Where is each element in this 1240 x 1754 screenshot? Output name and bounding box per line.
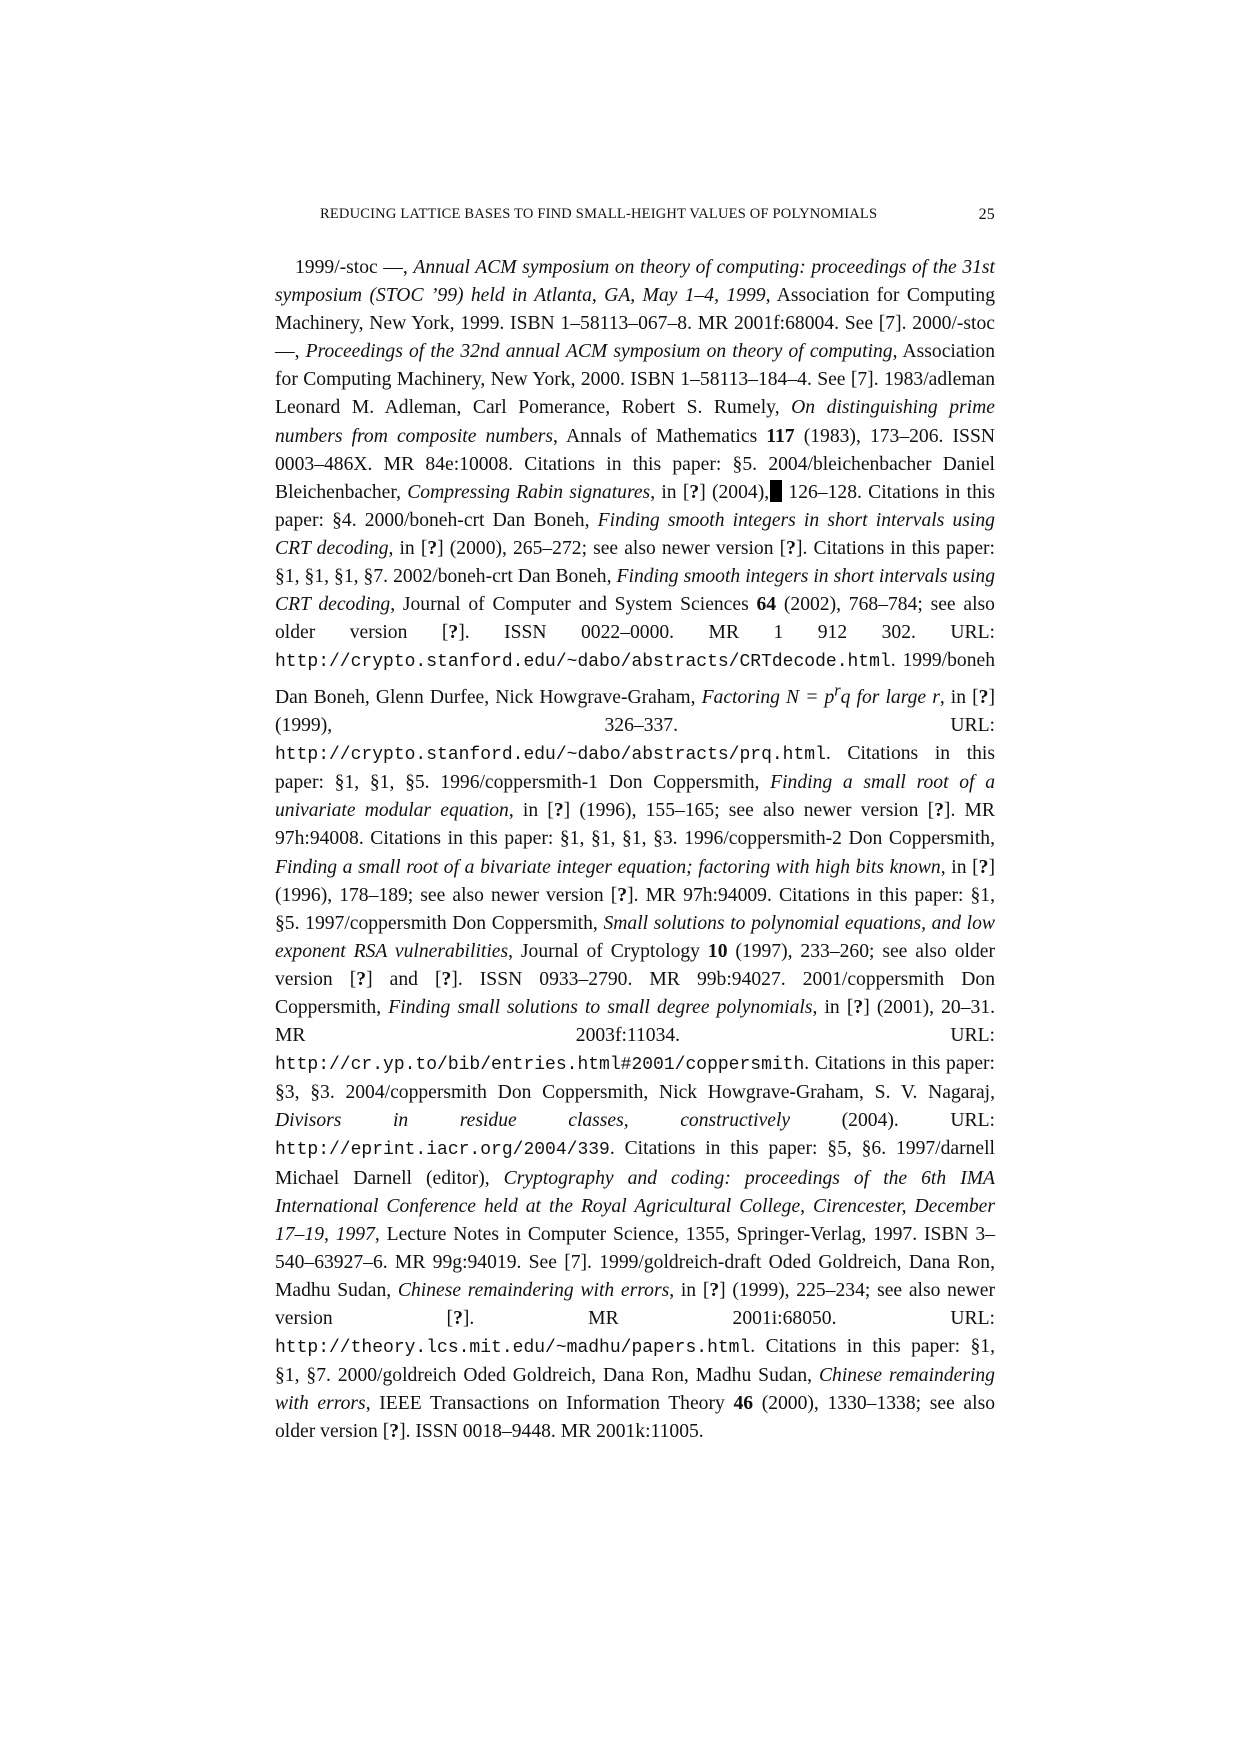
bib-entry: 1996/coppersmith-1 Don Coppersmith, Finding a small root of a univariate modular equation, in [?] (1996), 155–165; see also newer version [?]. MR 97h:94008. Citations in this paper: §1, §1, §1, §3. [275, 772, 995, 850]
url-link[interactable]: http://cr.yp.to/bib/entries.html#2001/coppersmith [275, 1055, 805, 1076]
page-number: 25 [978, 206, 995, 223]
url-link[interactable]: http://crypto.stanford.edu/~dabo/abstracts/CRTdecode.html [275, 652, 891, 673]
bib-entry: 1997/darnell Michael Darnell (editor), Cryptography and coding: proceedings of the 6th IMA International Conference held at the Royal Agricultural College, Cirencester, December 17–19, 1997, Lecture Notes in Computer Science, 1355, Springer-Verlag, 1997. ISBN 3–540–63927–6. MR 99g:94019. See [7]. [275, 1138, 996, 1273]
bib-entry: 2004/bleichenbacher Daniel Bleichenbacher, Compressing Rabin signatures, in [?] (2004), 126–128. Citations in this paper: §4. [275, 453, 995, 531]
url-link[interactable]: http://crypto.stanford.edu/~dabo/abstracts/prq.html [275, 745, 826, 766]
running-title: REDUCING LATTICE BASES TO FIND SMALL-HEIGHT VALUES OF POLYNOMIALS [320, 206, 878, 222]
bib-entry: 1997/coppersmith Don Coppersmith, Small solutions to polynomial equations, and low exponent RSA vulnerabilities, Journal of Cryptology 10 (1997), 233–260; see also older version [?] and [?]. ISSN 0933–2790. MR 99b:94027. [275, 912, 995, 990]
bibliography-paragraph [275, 254, 995, 1446]
bib-entry: 2001/coppersmith Don Coppersmith, Finding small solutions to small degree polynomials, in [?] (2001), 20–31. MR 2003f:11034. URL: http://cr.yp.to/bib/entries.html#2001/coppersmith. Citations in this paper: §3, §3. [275, 968, 996, 1104]
bib-entry: 1999/goldreich-draft Oded Goldreich, Dana Ron, Madhu Sudan, Chinese remaindering with errors, in [?] (1999), 225–234; see also newer version [?]. MR 2001i:68050. URL: http://theory.lcs.mit.edu/~madhu/papers.html. Citations in this paper: §1, §1, §7. [275, 1251, 995, 1387]
bib-entry: 1996/coppersmith-2 Don Coppersmith, Finding a small root of a bivariate integer equation; factoring with high bits known, in [?] (1996), 178–189; see also newer version [?]. MR 97h:94009. Citations in this paper: §1, §5. [275, 828, 996, 934]
overfull-box-marker [770, 480, 782, 502]
bib-entry: 1999/-stoc —, Annual ACM symposium on theory of computing: proceedings of the 31st symposium (STOC ’99) held in Atlanta, GA, May 1–4, 1999, Association for Computing Machinery, New York, 1999. ISBN 1–58113–067–8. MR 2001f:68004. See [7]. [275, 257, 995, 335]
url-link[interactable]: http://eprint.iacr.org/2004/339 [275, 1140, 610, 1161]
bib-entry: 1999/boneh Dan Boneh, Glenn Durfee, Nick Howgrave-Graham, Factoring $N = p^rq$ for large r, in [?] (1999), 326–337. URL: http://crypto.stanford.edu/~dabo/abstracts/prq.html. Citations in this paper: §1, §1, §5. [275, 650, 995, 794]
bib-entry: 2000/goldreich Oded Goldreich, Dana Ron, Madhu Sudan, Chinese remaindering with errors, IEEE Transactions on Information Theory 46 (2000), 1330–1338; see also older version [?]. ISSN 0018–9448. MR 2001k:11005. [275, 1365, 995, 1443]
bib-entry: 1983/adleman Leonard M. Adleman, Carl Pomerance, Robert S. Rumely, On distinguishing prime numbers from composite numbers, Annals of Mathematics 117 (1983), 173–206. ISSN 0003–486X. MR 84e:10008. Citations in this paper: §5. [275, 369, 996, 475]
url-link[interactable]: http://theory.lcs.mit.edu/~madhu/papers.html [275, 1338, 751, 1359]
bib-entry: 2000/-stoc —, Proceedings of the 32nd annual ACM symposium on theory of computing, Association for Computing Machinery, New York, 2000. ISBN 1–58113–184–4. See [7]. [275, 313, 996, 391]
bib-entry: 2002/boneh-crt Dan Boneh, Finding smooth integers in short intervals using CRT decoding, Journal of Computer and System Sciences 64 (2002), 768–784; see also older version [?]. ISSN 0022–0000. MR 1 912 302. URL: http://crypto.stanford.edu/~dabo/abstracts/CRTdecode.html. [275, 566, 995, 673]
bib-entry: 2000/boneh-crt Dan Boneh, Finding smooth integers in short intervals using CRT decoding, in [?] (2000), 265–272; see also newer version [?]. Citations in this paper: §1, §1, §1, §7. [275, 509, 995, 588]
bib-entry: 2004/coppersmith Don Coppersmith, Nick Howgrave-Graham, S. V. Nagaraj, Divisors in residue classes, constructively (2004). URL: http://eprint.iacr.org/2004/339. Citations in this paper: §5, §6. [275, 1082, 995, 1161]
